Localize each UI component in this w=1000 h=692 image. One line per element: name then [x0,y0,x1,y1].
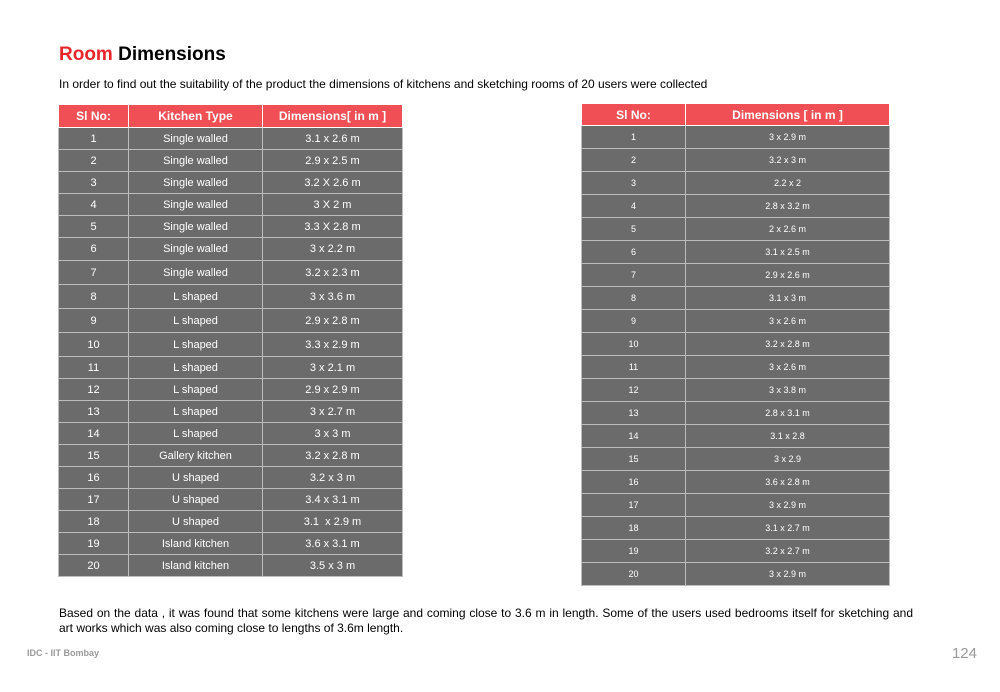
table-row [59,467,403,489]
table-cell: Single walled [129,150,263,172]
table-row [582,218,890,241]
table-cell: 3 X 2 m [263,194,403,216]
table-row [59,172,403,194]
table-cell: 9 [582,310,686,333]
table-cell: Single walled [129,238,263,261]
table-row [582,540,890,563]
table-cell: 3 x 2.9 m [686,563,890,586]
table-row [59,511,403,533]
table-cell: 2 [582,149,686,172]
column-header: Sl No: [59,105,129,128]
table-row [59,309,403,333]
table-row [582,448,890,471]
table-cell: 3 x 2.6 m [686,310,890,333]
table-cell: 1 [59,128,129,150]
table-cell: L shaped [129,285,263,309]
table-cell: 14 [59,423,129,445]
table-cell: 1 [582,126,686,149]
table-cell: 20 [582,563,686,586]
table-cell: 3 x 2.9 [686,448,890,471]
page-title-accent: Room [59,44,113,65]
table-cell: 3.1 x 2.5 m [686,241,890,264]
table-cell: 5 [582,218,686,241]
table-cell: 3 x 2.9 m [686,494,890,517]
table-row [59,150,403,172]
table-row [59,194,403,216]
kitchen-dimensions-table [58,104,403,577]
table-cell: 13 [59,401,129,423]
table-row [582,333,890,356]
table-cell: 8 [59,285,129,309]
table-row [59,533,403,555]
table-row [59,333,403,357]
page-number: 124 [951,645,977,662]
table-row [582,195,890,218]
table-cell: 3.2 x 3 m [686,149,890,172]
table-cell: 3.1 x 3 m [686,287,890,310]
table-row [582,310,890,333]
table-row [582,425,890,448]
table-row [59,379,403,401]
table-row [582,356,890,379]
table-cell: 12 [582,379,686,402]
table-cell: 2 [59,150,129,172]
table-row [59,261,403,285]
table-cell: 15 [59,445,129,467]
table-cell: 3.6 x 2.8 m [686,471,890,494]
table-cell: 9 [59,309,129,333]
table-row [59,555,403,577]
table-cell: 10 [582,333,686,356]
table-cell: Single walled [129,216,263,238]
table-row [59,285,403,309]
table-cell: Single walled [129,261,263,285]
column-header: Dimensions[ in m ] [263,105,403,128]
table-row [59,238,403,261]
table-cell: 3 x 3 m [263,423,403,445]
table-row [59,401,403,423]
table-cell: 8 [582,287,686,310]
table-cell: 17 [59,489,129,511]
table-cell: 2 x 2.6 m [686,218,890,241]
table-cell: 6 [582,241,686,264]
table-cell: 3.3 X 2.8 m [263,216,403,238]
table-row [582,402,890,425]
sketching-room-dimensions-table [581,103,890,586]
table-row [59,357,403,379]
table-cell: 3.1 x 2.9 m [263,511,403,533]
table-cell: 3.3 x 2.9 m [263,333,403,357]
table-row [582,126,890,149]
table-cell: Single walled [129,194,263,216]
table-cell: 18 [582,517,686,540]
column-header: Kitchen Type [129,105,263,128]
table-cell: 3.2 X 2.6 m [263,172,403,194]
table-cell: 3.1 x 2.7 m [686,517,890,540]
table-cell: 11 [59,357,129,379]
page-title [59,44,226,66]
table-cell: 18 [59,511,129,533]
table-cell: 2.9 x 2.5 m [263,150,403,172]
table-row [582,264,890,287]
table-cell: 5 [59,216,129,238]
table-cell: Single walled [129,172,263,194]
table-cell: 4 [582,195,686,218]
table-cell: 2.9 x 2.9 m [263,379,403,401]
table-cell: L shaped [129,379,263,401]
table-cell: 2.9 x 2.8 m [263,309,403,333]
table-row [582,471,890,494]
table-cell: 3 x 3.8 m [686,379,890,402]
page-subtitle: In order to find out the suitability of the product the dimensions of kitchens and sketching rooms of 20 users were collected [59,77,708,91]
table-cell: 3.2 x 2.8 m [686,333,890,356]
table-cell: 2.9 x 2.6 m [686,264,890,287]
table-row [582,563,890,586]
table-cell: 3.5 x 3 m [263,555,403,577]
table-cell: 3 x 2.7 m [263,401,403,423]
table-cell: L shaped [129,423,263,445]
table-cell: 6 [59,238,129,261]
table-cell: 16 [582,471,686,494]
table-cell: 7 [582,264,686,287]
table-row [59,128,403,150]
table-row [582,149,890,172]
table-cell: 19 [59,533,129,555]
table-row [59,489,403,511]
table-cell: 3.2 x 2.7 m [686,540,890,563]
table-cell: 3.4 x 3.1 m [263,489,403,511]
table-cell: 14 [582,425,686,448]
table-row [59,423,403,445]
column-header: Dimensions [ in m ] [686,104,890,126]
table-cell: L shaped [129,357,263,379]
table-cell: 13 [582,402,686,425]
footer-institution: IDC - IIT Bombay [27,648,100,658]
table-cell: U shaped [129,489,263,511]
table-row [582,494,890,517]
table-cell: 3.1 x 2.6 m [263,128,403,150]
table-cell: 3 x 2.6 m [686,356,890,379]
table-cell: 3.2 x 2.3 m [263,261,403,285]
table-cell: 3 [582,172,686,195]
table-cell: 17 [582,494,686,517]
table-cell: U shaped [129,467,263,489]
table-cell: 3.2 x 3 m [263,467,403,489]
table-cell: 3 x 2.2 m [263,238,403,261]
table-cell: Single walled [129,128,263,150]
table-cell: 2.8 x 3.2 m [686,195,890,218]
table-header-row [59,105,403,128]
table-row [582,241,890,264]
summary-paragraph: Based on the data , it was found that some kitchens were large and coming close to 3.6 m in length. Some of the users used bedrooms itself for sketching and art works which was also coming close to lengths of 3.6m length. [59,606,913,635]
table-cell: 2.2 x 2 [686,172,890,195]
table-row [59,445,403,467]
column-header: Sl No: [582,104,686,126]
table-row [582,287,890,310]
table-cell: Island kitchen [129,533,263,555]
table-row [59,216,403,238]
table-cell: L shaped [129,401,263,423]
table-cell: 20 [59,555,129,577]
table-row [582,379,890,402]
table-cell: 3 [59,172,129,194]
table-cell: 4 [59,194,129,216]
table-cell: 7 [59,261,129,285]
table-cell: 12 [59,379,129,401]
table-cell: 3.2 x 2.8 m [263,445,403,467]
table-cell: Island kitchen [129,555,263,577]
table-cell: 10 [59,333,129,357]
table-cell: 3 x 2.1 m [263,357,403,379]
table-row [582,517,890,540]
table-cell: 16 [59,467,129,489]
table-header-row [582,104,890,126]
table-cell: U shaped [129,511,263,533]
table-row [582,172,890,195]
page-title-rest: Dimensions [118,44,226,65]
table-cell: 3 x 2.9 m [686,126,890,149]
table-cell: Gallery kitchen [129,445,263,467]
table-cell: 3.1 x 2.8 [686,425,890,448]
table-cell: 15 [582,448,686,471]
table-cell: 2.8 x 3.1 m [686,402,890,425]
table-cell: 19 [582,540,686,563]
table-cell: 11 [582,356,686,379]
table-cell: L shaped [129,333,263,357]
table-cell: L shaped [129,309,263,333]
table-cell: 3.6 x 3.1 m [263,533,403,555]
table-cell: 3 x 3.6 m [263,285,403,309]
